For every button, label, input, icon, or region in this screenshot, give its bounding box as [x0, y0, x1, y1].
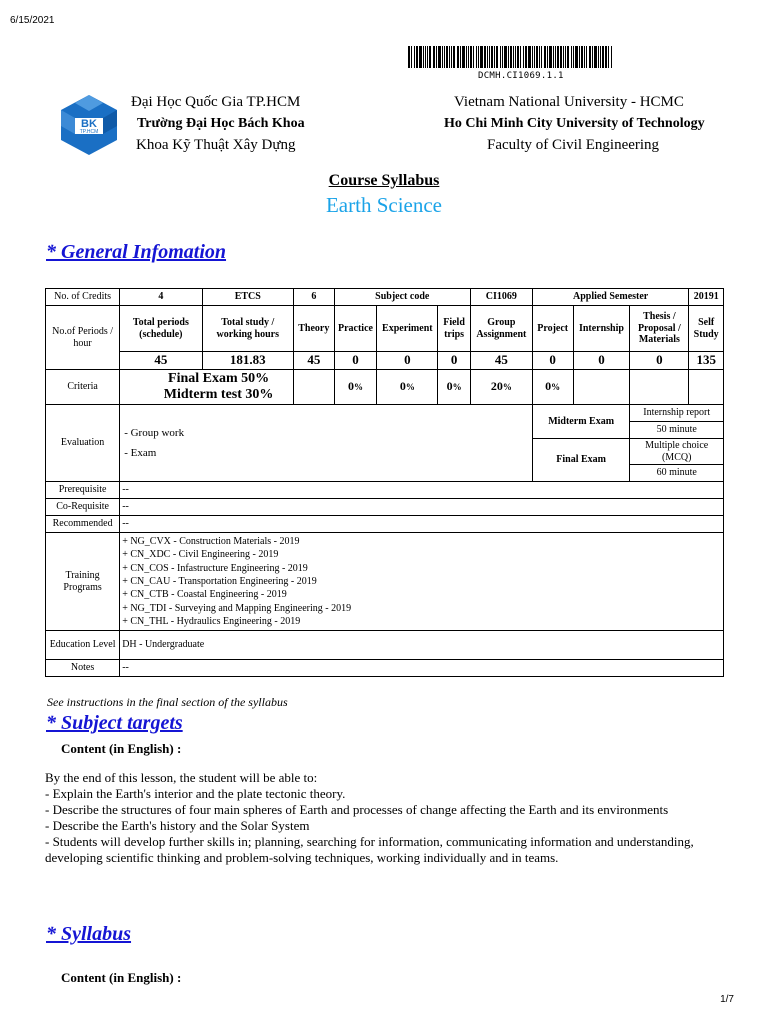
list-item: + CN_XDC - Civil Engineering - 2019 — [122, 549, 279, 561]
midterm-exam-duration: 50 minute — [630, 422, 724, 439]
percent-sign: % — [452, 382, 462, 393]
list-item: + CN_CTB - Coastal Engineering - 2019 — [122, 589, 287, 601]
val-group-assignment: 45 — [470, 352, 532, 370]
prerequisite-value: -- — [120, 482, 724, 499]
applied-semester-value: 20191 — [689, 289, 724, 306]
list-item: + NG_TDI - Surveying and Mapping Engineering - 2019 — [122, 602, 352, 614]
criteria-field-value: 0 — [446, 379, 453, 394]
document-title — [0, 172, 768, 190]
list-item: + CN_THL - Hydraulics Engineering - 2019 — [122, 615, 301, 627]
vn-university-name: Đại Học Quốc Gia TP.HCM — [131, 94, 301, 110]
final-exam-duration: 60 minute — [630, 465, 724, 482]
criteria-practice-value: 0 — [347, 379, 354, 394]
targets-line: - Explain the Earth's interior and the plate tectonic theory. — [45, 786, 346, 801]
final-exam-type: Multiple choice (MCQ) — [630, 439, 724, 465]
recommended-label: Recommended — [46, 516, 120, 533]
page-number: 1/7 — [720, 994, 734, 1005]
criteria-group-value: 20 — [490, 379, 503, 394]
criteria-exams — [120, 370, 294, 405]
notes-label: Notes — [46, 660, 120, 677]
percent-sign: % — [405, 382, 415, 393]
criteria-field-trips — [438, 370, 471, 405]
targets-content-heading: Content (in English) : — [61, 741, 182, 756]
evaluation-label: Evaluation — [46, 405, 120, 482]
section-syllabus: * Syllabus — [46, 923, 132, 945]
col-practice: Practice — [334, 306, 377, 352]
list-item: + CN_COS - Infastructure Engineering - 2019 — [122, 562, 308, 574]
section-general-information: * General Infomation — [46, 241, 227, 263]
evaluation-group-work: - Group work — [124, 426, 185, 439]
syllabus-content-heading: Content (in English) : — [61, 970, 182, 985]
etcs-value: 6 — [293, 289, 334, 306]
percent-sign: % — [353, 382, 363, 393]
corequisite-label: Co-Requisite — [46, 499, 120, 516]
subject-code-label: Subject code — [334, 289, 470, 306]
education-level-label: Education Level — [46, 631, 120, 660]
applied-semester-label: Applied Semester — [532, 289, 689, 306]
val-thesis: 0 — [630, 352, 689, 370]
col-theory: Theory — [293, 306, 334, 352]
col-total-study: Total study / working hours — [202, 306, 293, 352]
col-total-periods: Total periods (schedule) — [120, 306, 202, 352]
subject-code-value: CI1069 — [470, 289, 532, 306]
midterm-exam-label: Midterm Exam — [532, 405, 630, 439]
print-date: 6/15/2021 — [10, 15, 55, 26]
list-item: + NG_CVX - Construction Materials - 2019 — [122, 536, 300, 548]
col-experiment: Experiment — [377, 306, 438, 352]
criteria-experiment-value: 0 — [399, 379, 406, 394]
targets-text — [45, 770, 725, 866]
col-thesis: Thesis / Proposal / Materials — [630, 306, 689, 352]
val-experiment: 0 — [377, 352, 438, 370]
criteria-group-assignment — [470, 370, 532, 405]
col-self-study: Self Study — [689, 306, 724, 352]
criteria-project-value: 0 — [545, 379, 552, 394]
en-university-name: Vietnam National University - HCMC — [454, 94, 684, 110]
evaluation-methods — [120, 405, 533, 482]
targets-line: - Describe the structures of four main spheres of Earth and processes of change affecting the Earth and its environments — [45, 802, 669, 817]
val-practice: 0 — [334, 352, 377, 370]
credits-label: No. of Credits — [46, 289, 120, 306]
evaluation-exam: - Exam — [124, 447, 157, 460]
percent-sign: % — [551, 382, 561, 393]
criteria-project — [532, 370, 573, 405]
val-total-periods: 45 — [120, 352, 202, 370]
course-info-table — [45, 288, 724, 677]
col-project: Project — [532, 306, 573, 352]
criteria-self-study — [689, 370, 724, 405]
final-exam-label: Final Exam — [532, 439, 630, 482]
barcode — [408, 46, 615, 68]
periods-label: No.of Periods / hour — [46, 306, 120, 370]
vn-faculty-name: Khoa Kỹ Thuật Xây Dựng — [136, 137, 296, 153]
document-title-text: Course Syllabus — [328, 172, 440, 189]
criteria-thesis — [630, 370, 689, 405]
midterm-exam-type: Internship report — [630, 405, 724, 422]
criteria-internship — [573, 370, 630, 405]
criteria-practice — [334, 370, 377, 405]
col-group-assignment: Group Assignment — [470, 306, 532, 352]
col-field-trips: Field trips — [438, 306, 471, 352]
credits-value: 4 — [120, 289, 202, 306]
instructions-note: See instructions in the final section of the syllabus — [47, 695, 288, 709]
criteria-experiment — [377, 370, 438, 405]
en-faculty-name: Faculty of Civil Engineering — [487, 137, 660, 153]
targets-line: - Describe the Earth's history and the Solar System — [45, 818, 310, 833]
col-internship: Internship — [573, 306, 630, 352]
criteria-final-exam: Final Exam 50% — [168, 371, 270, 386]
university-logo — [56, 94, 122, 156]
val-field-trips: 0 — [438, 352, 471, 370]
etcs-label: ETCS — [202, 289, 293, 306]
education-level-value: DH - Undergraduate — [120, 631, 724, 660]
training-programs-label: Training Programs — [46, 533, 120, 631]
section-subject-targets: * Subject targets — [46, 712, 183, 734]
criteria-midterm-test: Midterm test 30% — [163, 387, 274, 403]
val-project: 0 — [532, 352, 573, 370]
val-internship: 0 — [573, 352, 630, 370]
document-code: DCMH.CI1069.1.1 — [478, 71, 564, 81]
val-theory: 45 — [293, 352, 334, 370]
corequisite-value: -- — [120, 499, 724, 516]
vn-school-name: Trường Đại Học Bách Khoa — [137, 116, 305, 131]
notes-value: -- — [120, 660, 724, 677]
criteria-theory — [293, 370, 334, 405]
targets-line: By the end of this lesson, the student will be able to: — [45, 770, 318, 785]
targets-line: - Students will develop further skills in; planning, searching for information, communicating information and understanding, developing scientific thinking and problem-solving techniques, working individually and in teams. — [45, 834, 694, 865]
course-name: Earth Science — [325, 193, 443, 217]
val-total-study: 181.83 — [202, 352, 293, 370]
logo-text: BK — [81, 118, 97, 130]
en-school-name: Ho Chi Minh City University of Technology — [444, 116, 705, 131]
criteria-label: Criteria — [46, 370, 120, 405]
prerequisite-label: Prerequisite — [46, 482, 120, 499]
logo-subtext: TP.HCM — [79, 129, 99, 135]
percent-sign: % — [502, 382, 512, 393]
list-item: + CN_CAU - Transportation Engineering - 2019 — [122, 576, 317, 588]
val-self-study: 135 — [689, 352, 724, 370]
training-programs-list — [120, 533, 724, 631]
recommended-value: -- — [120, 516, 724, 533]
